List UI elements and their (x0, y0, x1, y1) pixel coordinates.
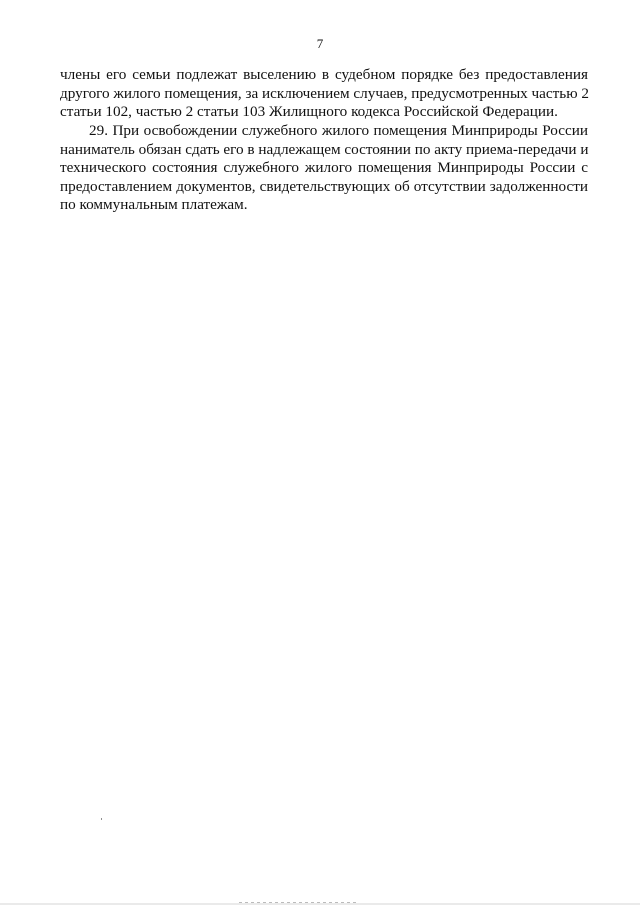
paragraph-continuation (60, 66, 588, 122)
text-line: предоставлением документов, свидетельствующих об отсутствии задолженности (60, 177, 588, 195)
text-line: статьи 102, частью 2 статьи 103 Жилищного кодекса Российской Федерации. (60, 103, 558, 120)
text-line: по коммунальным платежам. (60, 196, 248, 213)
text-line: другого жилого помещения, за исключением случаев, предусмотренных частью 2 (60, 84, 589, 102)
paragraph-item-29 (60, 122, 588, 215)
text-line: наниматель обязан сдать его в надлежащем состоянии по акту приема-передачи и (60, 140, 589, 158)
scan-speck (101, 818, 102, 820)
text-line: члены его семьи подлежат выселению в судебном порядке без предоставления (60, 66, 588, 83)
text-line: 29. При освобождении служебного жилого помещения Минприроды России (89, 122, 588, 139)
text-line: технического состояния служебного жилого помещения Минприроды России с (60, 159, 588, 176)
page-number: 7 (316, 36, 324, 51)
